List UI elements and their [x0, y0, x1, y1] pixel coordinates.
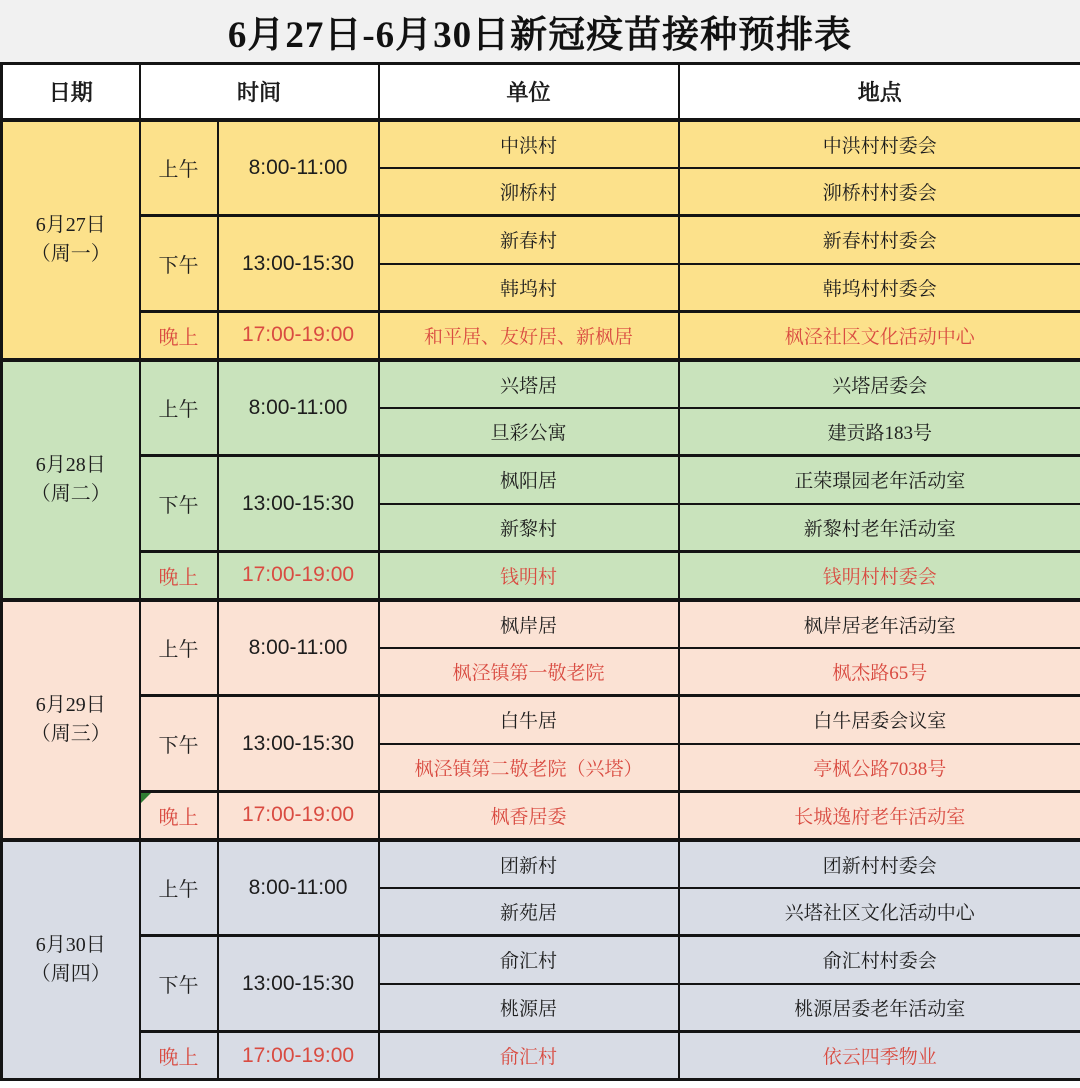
place-cell: 枫泾社区文化活动中心 — [679, 312, 1080, 360]
schedule-row — [2, 216, 1080, 264]
schedule-row — [2, 360, 1080, 408]
weekday-text: （周一） — [3, 240, 139, 269]
col-header-unit: 单位 — [379, 64, 679, 120]
schedule-row — [2, 120, 1080, 168]
time-cell: 13:00-15:30 — [218, 216, 379, 312]
place-cell: 俞汇村村委会 — [679, 936, 1080, 984]
unit-cell: 钱明村 — [379, 552, 679, 600]
period-cell: 晚上 — [140, 792, 218, 840]
place-cell: 枫岸居老年活动室 — [679, 600, 1080, 648]
page-title: 6月27日-6月30日新冠疫苗接种预排表 — [0, 0, 1080, 62]
unit-cell: 枫泾镇第一敬老院 — [379, 648, 679, 696]
date-text: 6月28日 — [3, 451, 139, 480]
place-cell: 兴塔社区文化活动中心 — [679, 888, 1080, 936]
time-cell: 8:00-11:00 — [218, 840, 379, 936]
unit-cell: 新黎村 — [379, 504, 679, 552]
time-cell: 13:00-15:30 — [218, 696, 379, 792]
date-text: 6月30日 — [3, 931, 139, 960]
time-cell: 13:00-15:30 — [218, 936, 379, 1032]
place-cell: 枫杰路65号 — [679, 648, 1080, 696]
period-cell: 上午 — [140, 600, 218, 696]
place-cell: 正荣璟园老年活动室 — [679, 456, 1080, 504]
period-cell: 下午 — [140, 696, 218, 792]
schedule-row — [2, 312, 1080, 360]
place-cell: 亭枫公路7038号 — [679, 744, 1080, 792]
date-cell — [2, 600, 140, 840]
col-header-date: 日期 — [2, 64, 140, 120]
period-cell: 晚上 — [140, 312, 218, 360]
date-text: 6月27日 — [3, 211, 139, 240]
time-cell: 17:00-19:00 — [218, 552, 379, 600]
period-cell: 晚上 — [140, 552, 218, 600]
col-header-time: 时间 — [140, 64, 379, 120]
unit-cell: 团新村 — [379, 840, 679, 888]
period-cell: 下午 — [140, 456, 218, 552]
period-cell: 上午 — [140, 360, 218, 456]
period-cell: 晚上 — [140, 1032, 218, 1080]
unit-cell: 旦彩公寓 — [379, 408, 679, 456]
unit-cell: 枫泾镇第二敬老院（兴塔） — [379, 744, 679, 792]
unit-cell: 白牛居 — [379, 696, 679, 744]
place-cell: 泖桥村村委会 — [679, 168, 1080, 216]
green-corner-triangle-icon — [141, 793, 151, 803]
unit-cell: 韩坞村 — [379, 264, 679, 312]
unit-cell: 枫岸居 — [379, 600, 679, 648]
date-cell — [2, 360, 140, 600]
schedule-row — [2, 792, 1080, 840]
date-text: 6月29日 — [3, 691, 139, 720]
unit-cell: 俞汇村 — [379, 936, 679, 984]
schedule-table — [0, 62, 1080, 1081]
place-cell: 新春村村委会 — [679, 216, 1080, 264]
unit-cell: 新春村 — [379, 216, 679, 264]
unit-cell: 枫阳居 — [379, 456, 679, 504]
unit-cell: 桃源居 — [379, 984, 679, 1032]
unit-cell: 枫香居委 — [379, 792, 679, 840]
place-cell: 团新村村委会 — [679, 840, 1080, 888]
place-cell: 白牛居委会议室 — [679, 696, 1080, 744]
header-row — [2, 64, 1080, 120]
date-cell — [2, 120, 140, 360]
date-cell — [2, 840, 140, 1080]
place-cell: 依云四季物业 — [679, 1032, 1080, 1080]
time-cell: 8:00-11:00 — [218, 600, 379, 696]
schedule-row — [2, 1032, 1080, 1080]
place-cell: 韩坞村村委会 — [679, 264, 1080, 312]
place-cell: 兴塔居委会 — [679, 360, 1080, 408]
time-cell: 17:00-19:00 — [218, 792, 379, 840]
col-header-location: 地点 — [679, 64, 1080, 120]
unit-cell: 中洪村 — [379, 120, 679, 168]
unit-cell: 和平居、友好居、新枫居 — [379, 312, 679, 360]
period-cell: 下午 — [140, 216, 218, 312]
place-cell: 长城逸府老年活动室 — [679, 792, 1080, 840]
schedule-row — [2, 696, 1080, 744]
time-cell: 17:00-19:00 — [218, 312, 379, 360]
place-cell: 新黎村老年活动室 — [679, 504, 1080, 552]
time-cell: 8:00-11:00 — [218, 120, 379, 216]
weekday-text: （周四） — [3, 960, 139, 989]
place-cell: 中洪村村委会 — [679, 120, 1080, 168]
unit-cell: 泖桥村 — [379, 168, 679, 216]
period-cell: 下午 — [140, 936, 218, 1032]
place-cell: 建贡路183号 — [679, 408, 1080, 456]
schedule-body — [2, 120, 1080, 1080]
time-cell: 17:00-19:00 — [218, 1032, 379, 1080]
schedule-row — [2, 600, 1080, 648]
period-cell: 上午 — [140, 840, 218, 936]
unit-cell: 兴塔居 — [379, 360, 679, 408]
unit-cell: 新苑居 — [379, 888, 679, 936]
period-cell: 上午 — [140, 120, 218, 216]
unit-cell: 俞汇村 — [379, 1032, 679, 1080]
time-cell: 8:00-11:00 — [218, 360, 379, 456]
schedule-row — [2, 456, 1080, 504]
weekday-text: （周二） — [3, 480, 139, 509]
place-cell: 桃源居委老年活动室 — [679, 984, 1080, 1032]
schedule-row — [2, 936, 1080, 984]
time-cell: 13:00-15:30 — [218, 456, 379, 552]
weekday-text: （周三） — [3, 720, 139, 749]
schedule-row — [2, 840, 1080, 888]
schedule-row — [2, 552, 1080, 600]
place-cell: 钱明村村委会 — [679, 552, 1080, 600]
